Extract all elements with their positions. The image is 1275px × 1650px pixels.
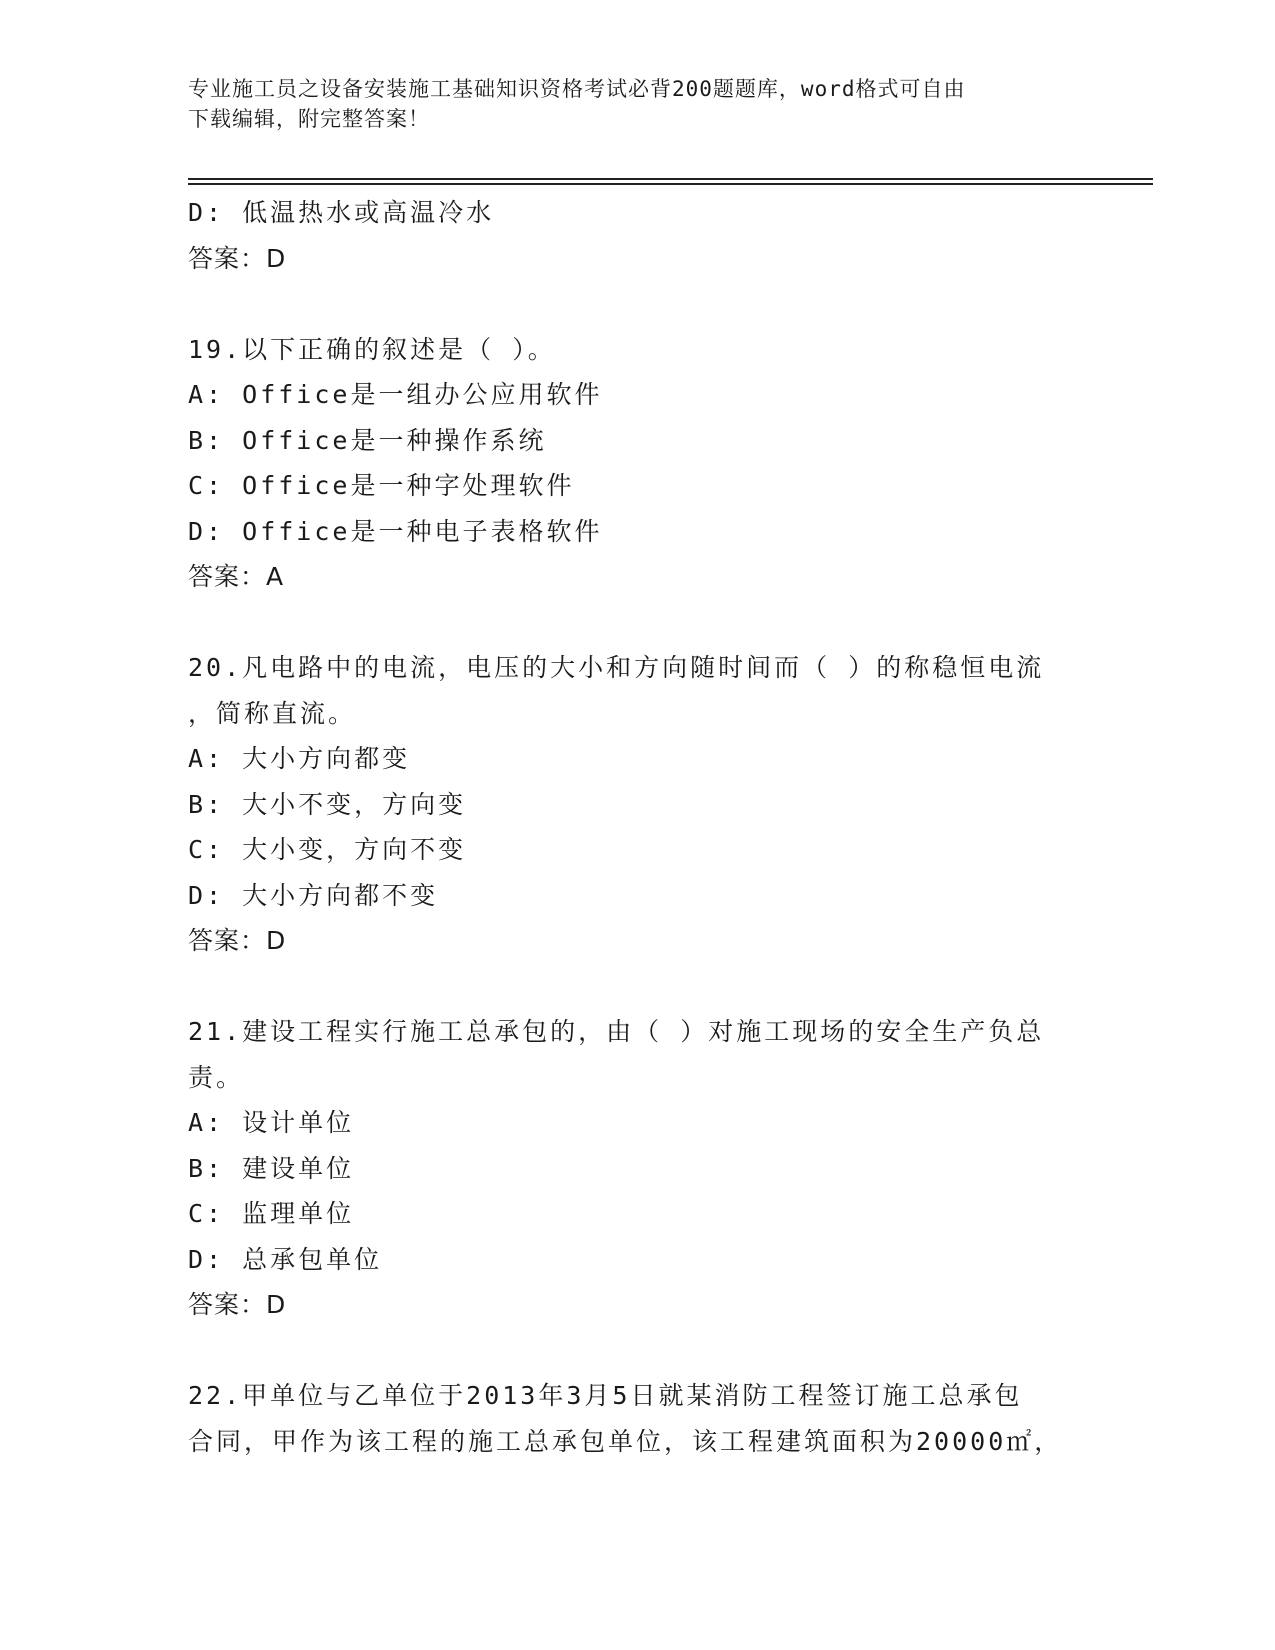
answer: 答案：D — [188, 1290, 287, 1319]
question-stem-cont: 责。 — [188, 1062, 245, 1092]
question-stem-cont: 合同，甲作为该工程的施工总承包单位，该工程建筑面积为20000㎡， — [188, 1426, 1063, 1456]
option-b: B: 建设单位 — [188, 1153, 355, 1183]
prev-option-d: D: 低温热水或高温冷水 — [188, 198, 495, 227]
page-header — [188, 74, 1078, 134]
question-list — [188, 190, 1088, 1464]
spacer — [188, 1328, 1088, 1374]
question-stem-cont: ，简称直流。 — [188, 698, 357, 728]
option-d: D: Office是一种电子表格软件 — [188, 516, 603, 546]
header-rule-bottom — [188, 183, 1153, 185]
question-19 — [188, 327, 1088, 600]
question-stem: 20.凡电路中的电流，电压的大小和方向随时间而（ ）的称稳恒电流 — [188, 653, 1045, 682]
option-a: A: Office是一组办公应用软件 — [188, 380, 603, 409]
question-stem: 21.建设工程实行施工总承包的，由（ ）对施工现场的安全生产负总 — [188, 1017, 1045, 1046]
header-line-1: 专业施工员之设备安装施工基础知识资格考试必背200题题库，word格式可自由 — [188, 77, 966, 101]
header-line-2: 下载编辑，附完整答案！ — [188, 107, 430, 131]
option-c: C: Office是一种字处理软件 — [188, 471, 575, 500]
option-a: A: 设计单位 — [188, 1108, 355, 1137]
question-21 — [188, 1009, 1088, 1328]
option-a: A: 大小方向都变 — [188, 744, 411, 773]
option-d: D: 总承包单位 — [188, 1244, 383, 1274]
question-stem: 22.甲单位与乙单位于2013年3月5日就某消防工程签订施工总承包 — [188, 1381, 1023, 1410]
answer: 答案：D — [188, 926, 287, 955]
question-stem: 19.以下正确的叙述是（ ）。 — [188, 334, 556, 364]
option-d: D: 大小方向都不变 — [188, 880, 439, 910]
option-c: C: 监理单位 — [188, 1199, 355, 1228]
answer: 答案：A — [188, 562, 285, 591]
spacer — [188, 964, 1088, 1010]
spacer — [188, 281, 1088, 327]
header-rule-top — [188, 178, 1153, 180]
option-b: B: Office是一种操作系统 — [188, 425, 547, 455]
prev-answer: 答案：D — [188, 243, 287, 273]
question-20 — [188, 645, 1088, 964]
option-b: B: 大小不变，方向变 — [188, 789, 467, 819]
option-c: C: 大小变，方向不变 — [188, 835, 467, 864]
spacer — [188, 600, 1088, 646]
question-22 — [188, 1373, 1088, 1464]
